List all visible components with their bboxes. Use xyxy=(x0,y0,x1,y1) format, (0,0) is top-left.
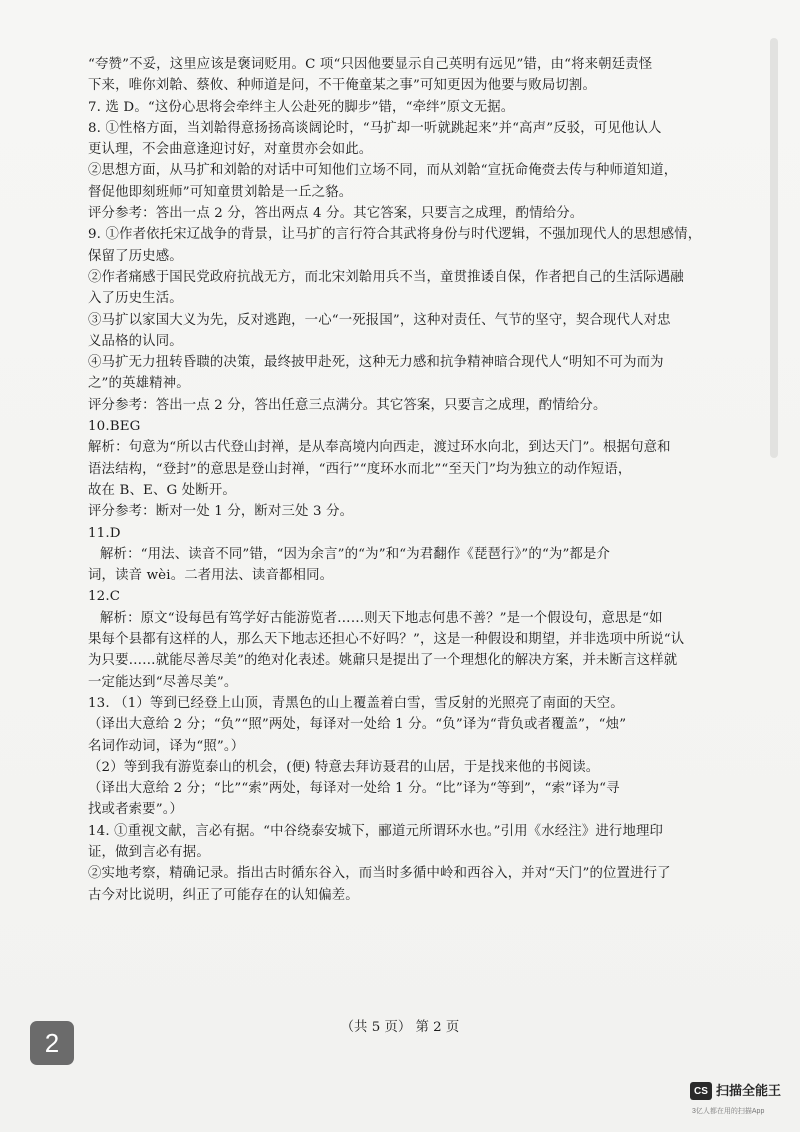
text-line: ②作者痛感于国民党政府抗战无方，而北宋刘韐用兵不当，童贯推诿自保，作者把自己的生活际遇融 xyxy=(88,269,684,285)
camscanner-logo-icon: CS xyxy=(690,1082,712,1100)
text-line: 词，读音 wèi。二者用法、读音都相同。 xyxy=(88,568,334,584)
text-line: （2）等到我有游览泰山的机会，(便) 特意去拜访聂君的山居，于是找来他的书阅读。 xyxy=(88,759,600,775)
camscanner-watermark xyxy=(690,1082,800,1122)
text-line: 一定能达到“尽善尽美”。 xyxy=(88,674,238,690)
brand-tagline: 3亿人都在用的扫描App xyxy=(692,1108,765,1115)
text-line: 14. ①重视文献，言必有据。“中谷绕泰安城下，郦道元所谓环水也。”引用《水经注》进行地理印 xyxy=(88,823,664,839)
text-line: 故在 B、E、G 处断开。 xyxy=(88,482,236,498)
page-number-badge[interactable]: 2 xyxy=(30,1021,74,1065)
text-line: 13. （1）等到已经登上山顶，青黑色的山上覆盖着白雪，雪反射的光照亮了南面的天空。 xyxy=(88,695,624,711)
text-line: 名词作动词，译为“照”。） xyxy=(88,738,245,754)
text-line: 10.BEG xyxy=(88,419,141,435)
text-line: 9. ①作者依托宋辽战争的背景，让马扩的言行符合其武将身份与时代逻辑，不强加现代人的思想感情， xyxy=(88,227,702,243)
text-line: 8. ①性格方面，当刘韐得意扬扬高谈阔论时，“马扩却一听就跳起来”并“高声”反驳，可见他认人 xyxy=(88,120,662,136)
brand-name: 扫描全能王 xyxy=(716,1083,782,1098)
text-line: 为只要……就能尽善尽美”的绝对化表述。姚鼐只是提出了一个理想化的解决方案，并未断言这样就 xyxy=(88,653,678,669)
text-line: 解析：“用法、读音不同”错，“因为余言”的“为”和“为君翻作《琵琶行》”的“为”都是介 xyxy=(100,546,611,562)
text-line: 督促他即刻班师”可知童贯刘韐是一丘之貉。 xyxy=(88,184,353,200)
text-line: 之”的英雄精神。 xyxy=(88,376,190,392)
text-line: 保留了历史感。 xyxy=(88,248,183,264)
text-line: ③马扩以家国大义为先，反对逃跑，一心“一死报国”，这种对责任、气节的坚守，契合现代人对忠 xyxy=(88,312,671,328)
text-line: 7. 选 D。“这份心思将会牵绊主人公赴死的脚步”错，“牵绊”原文无据。 xyxy=(88,99,515,115)
document-body xyxy=(88,54,728,906)
text-line: （译出大意给 2 分；“负”“照”两处，每译对一处给 1 分。“负”译为“背负或者覆盖”，“烛” xyxy=(88,717,627,733)
text-line: 语法结构，“登封”的意思是登山封禅，“西行”“度环水而北”“至天门”均为独立的动作短语， xyxy=(88,461,632,477)
text-line: 12.C xyxy=(88,589,121,605)
text-line: 入了历史生活。 xyxy=(88,291,183,307)
text-line: 果每个县都有这样的人，那么天下地志还担心不好吗？”，这是一种假设和期望，并非选项中所说“认 xyxy=(88,632,685,648)
text-line: 古今对比说明，纠正了可能存在的认知偏差。 xyxy=(88,887,359,903)
page-footer: （共 5 页） 第 2 页 xyxy=(340,1020,460,1035)
text-line: ②思想方面，从马扩和刘韐的对话中可知他们立场不同，而从刘韐“宣抚命俺赍去传与种师道知道， xyxy=(88,163,678,179)
text-line: 找或者索要”。） xyxy=(88,802,184,818)
text-line: （译出大意给 2 分；“比”“索”两处，每译对一处给 1 分。“比”译为“等到”，“索”译为“寻 xyxy=(88,781,620,797)
scrollbar[interactable] xyxy=(770,38,778,458)
text-line: 评分参考：答出一点 2 分，答出两点 4 分。其它答案，只要言之成理，酌情给分。 xyxy=(88,206,584,222)
text-line: 更认理，不会曲意逢迎讨好，对童贯亦会如此。 xyxy=(88,142,373,158)
text-line: ②实地考察，精确记录。指出古时循东谷入，而当时多循中岭和西谷入，并对“天门”的位置进行了 xyxy=(88,866,671,882)
text-line: ④马扩无力扭转昏聩的决策，最终披甲赴死，这种无力感和抗争精神暗合现代人“明知不可为而为 xyxy=(88,355,664,371)
text-line: 解析：句意为“所以古代登山封禅，是从奉高境内向西走，渡过环水向北，到达天门”。根据句意和 xyxy=(88,440,671,456)
text-line: 评分参考：答出一点 2 分，答出任意三点满分。其它答案，只要言之成理，酌情给分。 xyxy=(88,397,607,413)
text-line: 解析：原文“设每邑有笃学好古能游览者……则天下地志何患不善？”是一个假设句，意思是“如 xyxy=(100,610,663,626)
text-line: 证，做到言必有据。 xyxy=(88,844,210,860)
text-line: 11.D xyxy=(88,525,121,541)
text-line: 义品格的认同。 xyxy=(88,333,183,349)
text-line: 下来，唯你刘韐、蔡攸、种师道是问，不干俺童某之事”可知更因为他要与败局切割。 xyxy=(88,78,596,94)
text-line: “夸赞”不妥，这里应该是褒词贬用。C 项“只因他要显示自己英明有远见”错，由“将来朝廷责怪 xyxy=(88,57,653,72)
text-line: 评分参考：断对一处 1 分，断对三处 3 分。 xyxy=(88,504,354,520)
